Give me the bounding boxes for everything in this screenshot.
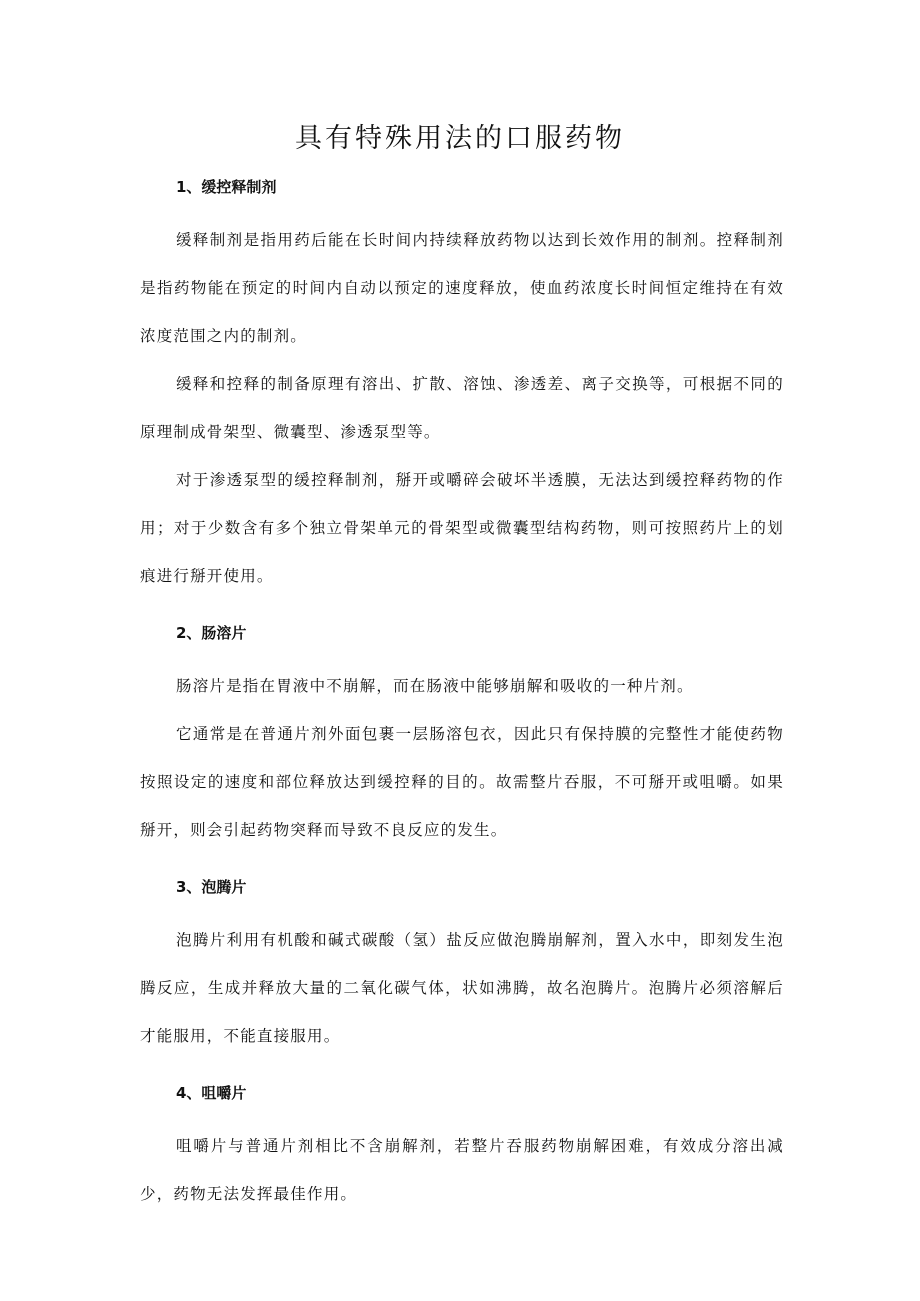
paragraph: 缓释制剂是指用药后能在长时间内持续释放药物以达到长效作用的制剂。控释制剂是指药物能在预定的时间内自动以预定的速度释放，使血药浓度长时间恒定维持在有效浓度范围之内的制剂。 (140, 231, 784, 345)
section-effervescent (140, 872, 784, 1060)
paragraph: 泡腾片利用有机酸和碱式碳酸（氢）盐反应做泡腾崩解剂，置入水中，即刻发生泡腾反应，生成并释放大量的二氧化碳气体，状如沸腾，故名泡腾片。泡腾片必须溶解后才能服用，不能直接服用。 (140, 931, 784, 1045)
document-body (140, 172, 784, 1218)
section-chewable (140, 1078, 784, 1218)
section-heading: 1、缓控释制剂 (176, 178, 277, 196)
paragraph: 咀嚼片与普通片剂相比不含崩解剂，若整片吞服药物崩解困难，有效成分溶出减少，药物无法发挥最佳作用。 (140, 1137, 784, 1203)
section-heading: 4、咀嚼片 (176, 1084, 247, 1102)
paragraph: 对于渗透泵型的缓控释制剂，掰开或嚼碎会破坏半透膜，无法达到缓控释药物的作用；对于少数含有多个独立骨架单元的骨架型或微囊型结构药物，则可按照药片上的划痕进行掰开使用。 (140, 471, 784, 585)
paragraph: 缓释和控释的制备原理有溶出、扩散、溶蚀、渗透差、离子交换等，可根据不同的原理制成骨架型、微囊型、渗透泵型等。 (140, 375, 784, 441)
section-heading: 2、肠溶片 (176, 624, 247, 642)
paragraph: 它通常是在普通片剂外面包裹一层肠溶包衣，因此只有保持膜的完整性才能使药物按照设定的速度和部位释放达到缓控释的目的。故需整片吞服，不可掰开或咀嚼。如果掰开，则会引起药物突释而导致不良反应的发生。 (140, 725, 784, 839)
paragraph: 肠溶片是指在胃液中不崩解，而在肠液中能够崩解和吸收的一种片剂。 (176, 677, 694, 695)
section-enteric-coated (140, 618, 784, 854)
page-title: 具有特殊用法的口服药物 (295, 123, 625, 154)
section-sustained-release (140, 172, 784, 600)
section-heading: 3、泡腾片 (176, 878, 247, 896)
